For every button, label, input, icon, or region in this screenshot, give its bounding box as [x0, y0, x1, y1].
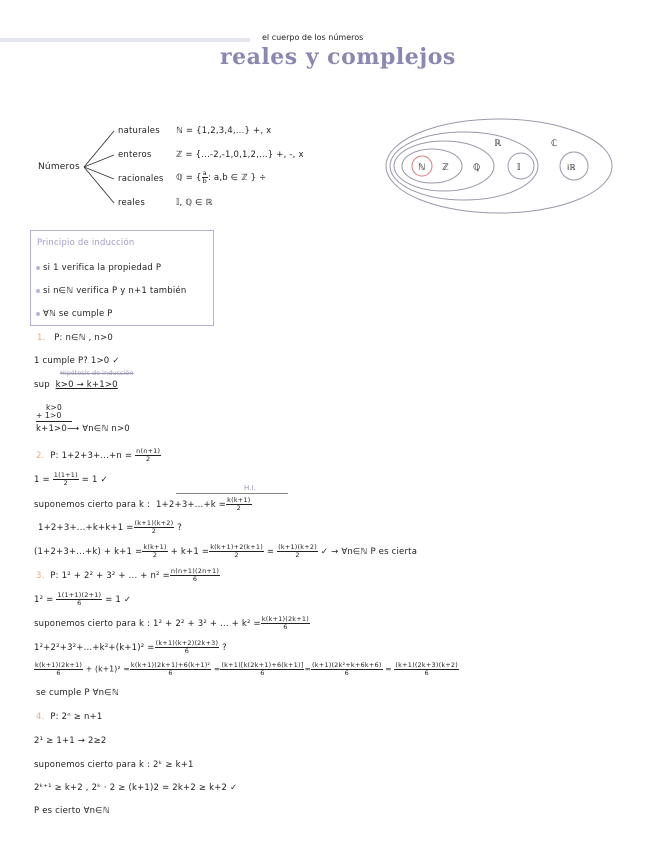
- item-text: si n∈ℕ verifica P y n+1 también: [43, 286, 187, 296]
- fraction: [34, 662, 83, 677]
- set-i-circle: [508, 153, 534, 179]
- item-text: ∀ℕ se cumple P: [43, 309, 113, 319]
- p2-hi-rule: [176, 493, 288, 494]
- bullet-icon: [36, 266, 40, 270]
- p3-hypothesis: [34, 616, 310, 631]
- p2-base-case: [34, 472, 108, 487]
- text: = 1 ✓: [81, 475, 108, 485]
- step-label: sup: [34, 380, 50, 390]
- problem-number: 2.: [36, 451, 45, 461]
- frac-den: 6: [424, 669, 429, 677]
- text: + (k+1)² =: [85, 664, 130, 674]
- text: suponemos cierto para k : 1² + 2² + 3² + ... + k² =: [34, 619, 261, 629]
- p4-hypothesis: suponemos cierto para k : 2ᵏ ≥ k+1: [34, 760, 194, 770]
- def-suffix: : a,b ∈ ℤ } ÷: [207, 173, 267, 183]
- fraction: [130, 662, 211, 677]
- fraction: [56, 592, 102, 607]
- tree-root: Números: [38, 162, 80, 172]
- p2-hypothesis: [34, 497, 252, 512]
- p2-proof: [34, 544, 417, 559]
- frac-den: 2: [152, 551, 158, 559]
- problem-2-statement: [36, 448, 161, 463]
- label-ir: iℝ: [567, 163, 576, 172]
- frac-num: k(k+1)(2k+1): [261, 615, 309, 623]
- text: 1+2+3+...+k =: [155, 500, 227, 510]
- p3-proof: [34, 662, 459, 677]
- statement-text: P: 2ⁿ ≥ n+1: [50, 712, 103, 722]
- frac-num: n(n+1): [136, 447, 161, 455]
- text: =: [213, 664, 221, 674]
- text: 1² =: [34, 595, 54, 605]
- frac-den: 6: [77, 599, 82, 607]
- page-title: reales y complejos: [220, 44, 456, 70]
- frac-num: k(k+1)(2k+1)+6(k+1)²: [130, 661, 211, 669]
- fraction: [134, 520, 175, 535]
- branch-def: [176, 170, 267, 185]
- text: suponemos cierto para k :: [34, 500, 151, 510]
- frac-num: (k+1)(k+2): [278, 543, 317, 551]
- text: ✓ → ∀n∈ℕ P es cierta: [320, 547, 418, 557]
- fraction: [394, 662, 459, 677]
- fraction: [209, 544, 264, 559]
- p1-hypothesis-note: Hipótesis de inducción: [60, 369, 134, 377]
- frac-num: k(k+1): [143, 543, 167, 551]
- problem-3-statement: [36, 568, 220, 583]
- frac-den: 2: [295, 551, 300, 559]
- p1-sum-rule: [36, 421, 72, 422]
- branch-name: naturales: [118, 126, 160, 136]
- text: = 1 ✓: [105, 595, 132, 605]
- frac-num: (k+1)[k(2k+1)+6(k+1)]: [221, 661, 304, 669]
- fraction: [261, 616, 310, 631]
- p3-base-case: [34, 592, 131, 607]
- bullet-icon: [36, 289, 40, 293]
- frac-den: 2: [146, 455, 151, 463]
- frac-den: 6: [192, 575, 198, 583]
- text: ?: [177, 523, 183, 533]
- p2-hi-label: H.I.: [244, 484, 256, 492]
- frac-num: k(k+1)+2(k+1): [210, 543, 263, 551]
- problem-number: 4.: [36, 712, 45, 722]
- frac-num: 1(1+1)(2+1): [57, 591, 102, 599]
- induction-item: [36, 309, 113, 319]
- fraction: [53, 472, 79, 487]
- label-r: ℝ: [494, 139, 502, 149]
- text: ?: [222, 643, 227, 653]
- text: + k+1 =: [170, 547, 210, 557]
- p3-goal: [34, 640, 227, 655]
- sum-result-text: k+1>0: [36, 424, 67, 434]
- frac-den: 6: [184, 647, 190, 655]
- p4-proof: 2ᵏ⁺¹ ≥ k+2 , 2ᵏ · 2 ≥ (k+1)2 = 2k+2 ≥ k+2 ✓: [34, 783, 238, 793]
- text: =: [304, 664, 312, 674]
- p1-sum-result: [36, 424, 130, 434]
- frac-den: 6: [283, 623, 288, 631]
- fraction: [226, 497, 251, 512]
- problem-1-statement: [37, 333, 113, 343]
- frac-num: (k+1)(k+2): [134, 519, 174, 527]
- text: (1+2+3+...+k) + k+1 =: [34, 547, 143, 557]
- frac-num: (k+1)(k+2)(2k+3): [155, 639, 219, 647]
- fraction: [311, 662, 383, 677]
- frac-den: 6: [260, 669, 265, 677]
- def-prefix: ℚ = {: [176, 173, 202, 183]
- fraction: [155, 640, 220, 655]
- frac-num: 1(1+1): [53, 471, 78, 479]
- frac-num: a: [202, 169, 207, 177]
- frac-num: (k+1)(2k²+k+6k+6): [312, 661, 382, 669]
- item-text: si 1 verifica la propiedad P: [43, 263, 162, 273]
- branch-def: ℤ = {...-2,-1,0,1,2,...} +, -, x: [176, 150, 304, 160]
- p3-conclusion: se cumple P ∀n∈ℕ: [36, 688, 119, 698]
- induction-title: Principio de inducción: [37, 238, 135, 248]
- p1-sum-top: k>0: [46, 403, 62, 412]
- problem-number: 3.: [36, 571, 45, 581]
- branch-name: enteros: [118, 150, 152, 160]
- conclusion-text: ⟶ ∀n∈ℕ n>0: [66, 424, 130, 434]
- p1-step: [34, 380, 118, 390]
- page-subtitle: el cuerpo de los números: [262, 33, 364, 42]
- sum-mid-text: 1>0: [45, 411, 62, 420]
- frac-den: 2: [63, 479, 68, 487]
- label-z: ℤ: [442, 163, 449, 173]
- branch-def: ℕ = {1,2,3,4,...} +, x: [176, 126, 272, 136]
- venn-diagram: [384, 116, 614, 216]
- frac-den: 6: [56, 669, 61, 677]
- label-q: ℚ: [473, 163, 481, 173]
- p2-goal: [38, 520, 182, 535]
- frac-den: b: [202, 177, 207, 185]
- statement-text: P: 1+2+3+...+n =: [50, 451, 133, 461]
- text: 1 =: [34, 475, 50, 485]
- fraction: [220, 662, 304, 677]
- p4-base-case: 2¹ ≥ 1+1 → 2≥2: [34, 736, 107, 746]
- frac-den: 2: [151, 527, 157, 535]
- branch-def: 𝕀, ℚ ∈ ℝ: [176, 198, 213, 208]
- header-band: [0, 38, 250, 42]
- plus-sign: +: [36, 411, 46, 420]
- frac-num: k(k+1)(2k+1): [35, 661, 83, 669]
- problem-number: 1.: [37, 333, 46, 343]
- fraction: [135, 448, 161, 463]
- statement-text: P: n∈ℕ , n>0: [54, 333, 113, 343]
- frac-den: 6: [168, 669, 173, 677]
- branch-name: reales: [118, 198, 145, 208]
- frac-num: k(k+1): [227, 496, 251, 504]
- induction-item: [36, 263, 161, 273]
- p4-conclusion: P es cierto ∀n∈ℕ: [34, 806, 110, 816]
- step-text: k>0 → k+1>0: [55, 380, 118, 390]
- p1-base-case: 1 cumple P? 1>0 ✓: [34, 356, 120, 366]
- frac-den: 2: [234, 551, 239, 559]
- label-n: ℕ: [418, 163, 426, 173]
- induction-item: [36, 286, 186, 296]
- label-i: 𝕀: [517, 163, 521, 173]
- fraction: [277, 544, 318, 559]
- frac-den: 6: [344, 669, 349, 677]
- statement-text: P: 1² + 2² + 3² + ... + n² =: [50, 571, 170, 581]
- text: 1²+2²+3²+...+k²+(k+1)² =: [34, 643, 155, 653]
- p1-sum-mid: [36, 411, 62, 420]
- bullet-icon: [36, 312, 40, 316]
- frac-den: 2: [236, 504, 241, 512]
- text: 1+2+3+...+k+k+1 =: [38, 523, 134, 533]
- frac-num: (k+1)(2k+3)(k+2): [395, 661, 458, 669]
- text: =: [266, 547, 275, 557]
- fraction: [170, 568, 220, 583]
- frac-num: n(n+1)(2n+1): [170, 567, 220, 575]
- branch-name: racionales: [118, 174, 164, 184]
- fraction: [142, 544, 167, 559]
- problem-4-statement: [36, 712, 102, 722]
- tree-branches: [82, 125, 122, 215]
- label-c: ℂ: [551, 139, 558, 149]
- text: =: [385, 664, 392, 674]
